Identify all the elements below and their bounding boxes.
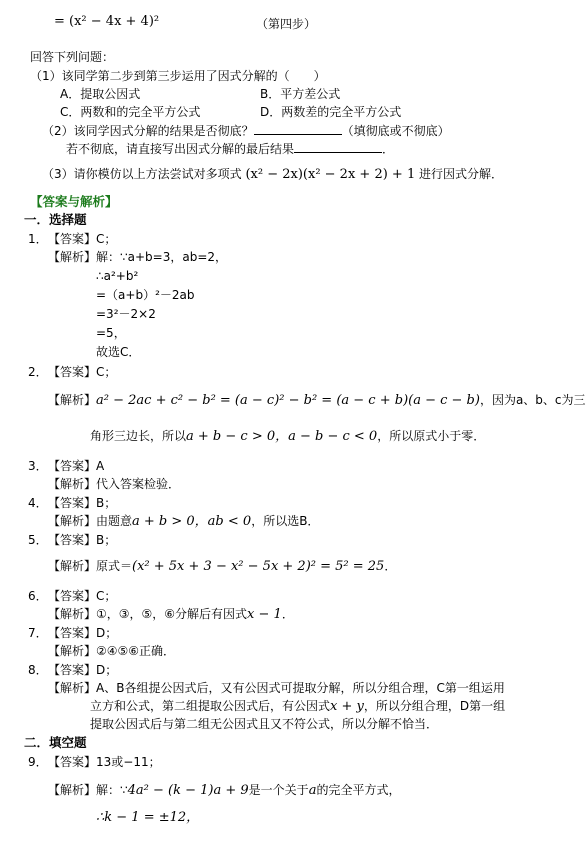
a9-explanation [48,782,400,799]
question-3 [42,166,503,183]
a9-answer: 【答案】13或−11； [48,755,161,769]
q2-blank [254,122,342,135]
a2-line2-formula: a + b − c > 0，a − b − c < 0 [186,429,378,444]
a8-explanation-3: 提取公因式后与第二组无公因式且又不符公式，所以分解不恰当． [90,717,439,731]
a7-answer: 【答案】D； [48,626,118,640]
a2-text: ，因为a、b、c为三 [479,393,586,407]
q2-hint: （填彻底或不彻底） [341,124,450,138]
a9-number: 9． [28,755,48,769]
a5-number: 5． [28,533,48,547]
questions-intro: 回答下列问题： [30,50,115,64]
a3-number: 3． [28,459,48,473]
a9-mid: 是一个关于 [248,783,309,797]
a8-answer: 【答案】D； [48,663,118,677]
a9-formula: 4a² − (k − 1)a + 9 [127,783,249,798]
section-fill: 二．填空题 [24,735,87,750]
q2b-text: 若不彻底，请直接写出因式分解的最后结果 [66,142,295,156]
a5-formula: (x² + 5x + 3 − x² − 5x + 2)² = 5² = 25 [132,559,385,574]
a9-explanation-2: ∴k − 1 = ±12， [96,810,200,825]
a6-number: 6． [28,589,48,603]
a2-formula: a² − 2ac + c² − b² = (a − c)² − b² = (a − c + b)(a − c − b) [96,393,480,408]
a7-explanation: 【解析】②④⑤⑥正确． [48,644,176,658]
a4-explanation [48,513,319,530]
a2-line2-text: 角形三边长，所以 [90,429,187,443]
a6-end: ． [281,607,294,621]
a8-explanation-2 [90,698,505,715]
q3-formula: (x² − 2x)(x² − 2x + 2) + 1 [245,167,416,182]
q1-option-a: A．提取公因式 [60,87,141,101]
q2b-end: ． [382,142,395,156]
a1-explanation-label: 【解析】 [48,250,97,264]
a7-number: 7． [28,626,48,640]
a6-explanation [48,606,294,623]
a2-answer: 【答案】C； [48,365,117,379]
a3-explanation: 【解析】代入答案检验． [48,477,181,491]
a6-answer: 【答案】C； [48,589,117,603]
a6-formula: x − 1 [247,607,282,622]
a1-explanation-5: =5， [96,326,126,340]
a8-line2-end: ，所以分组合理，D第一组 [363,699,506,713]
q1-option-b: B．平方差公式 [260,87,341,101]
question-1: （1）该同学第二步到第三步运用了因式分解的（ ） [30,69,326,83]
a2-line2-end: ，所以原式小于零． [377,429,486,443]
a5-text: 【解析】原式＝ [48,559,133,573]
section-choice: 一．选择题 [24,212,87,227]
question-2b [66,140,394,157]
a8-line2-formula: x + y [330,699,364,714]
a1-explanation-4: =3²－2×2 [96,307,156,321]
answers-header: 【答案与解析】 [30,194,118,209]
a2-number: 2． [28,365,48,379]
a4-text: 【解析】由题意 [48,514,133,528]
a5-answer: 【答案】B； [48,533,117,547]
a9-text: 【解析】解：∵ [48,783,128,797]
q2-text: （2）该同学因式分解的结果是否彻底？ [42,124,254,138]
step4-label: （第四步） [256,17,317,31]
q1-option-d: D．两数差的完全平方公式 [260,105,402,119]
a6-text: 【解析】①，③，⑤，⑥分解后有因式 [48,607,248,621]
a2-explanation-line2 [90,428,485,445]
a1-explanation-1: 解：∵a+b=3，ab=2， [96,250,228,264]
a9-variable: a [308,783,317,798]
a4-end: ，所以选B． [251,514,320,528]
a9-end: 的完全平方式， [316,783,401,797]
q3-end: 进行因式分解． [419,167,504,181]
q1-option-c: C．两数和的完全平方公式 [60,105,201,119]
a1-explanation-3: =（a+b）²－2ab [96,288,195,302]
a8-explanation-1: 【解析】A、B各组提公因式后，又有公因式可提取分解，所以分组合理，C第一组运用 [48,681,505,695]
a1-explanation-6: 故选C． [96,345,141,359]
a2-explanation [48,392,586,409]
a5-end: ． [384,559,397,573]
a1-explanation-2: ∴a²+b² [96,269,139,283]
q2b-blank [294,140,382,153]
a3-answer: 【答案】A [48,459,105,473]
q3-text: （3）请你模仿以上方法尝试对多项式 [42,167,242,181]
a8-number: 8． [28,663,48,677]
a5-explanation [48,558,396,575]
a2-explanation-label: 【解析】 [48,393,97,407]
step4-formula: = (x² − 4x + 4)² [54,14,160,29]
question-2 [42,122,450,139]
a4-number: 4． [28,496,48,510]
a4-formula: a + b > 0，ab < 0 [132,514,252,529]
a1-number: 1． [28,232,48,246]
a1-answer: 【答案】C； [48,232,117,246]
a8-line2-text: 立方和公式，第二组提取公因式后，有公因式 [90,699,331,713]
a4-answer: 【答案】B； [48,496,117,510]
